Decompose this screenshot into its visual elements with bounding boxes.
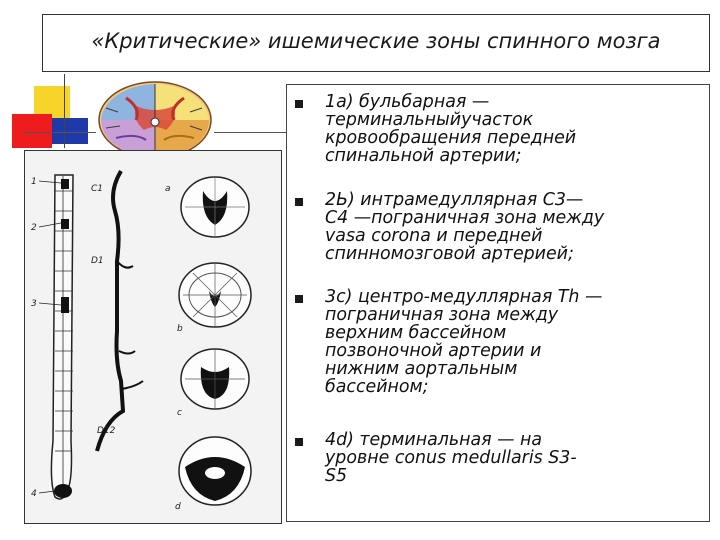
decor-vertical-line — [64, 74, 65, 148]
decor-red-square — [12, 114, 52, 148]
decor-blue-square — [52, 118, 88, 144]
title-box — [42, 14, 710, 72]
label-3: 3 — [31, 299, 37, 309]
bullet-marker — [295, 198, 303, 206]
bullet-marker — [295, 100, 303, 108]
cross-section-d — [179, 437, 251, 505]
label-4: 4 — [31, 489, 37, 499]
slide-title: «Критические» ишемические зоны спинного мозга — [91, 29, 661, 53]
spinal-cord-diagram — [25, 151, 281, 523]
zone-3-mark — [61, 297, 69, 313]
item-text: 4d) терминальная — на уровне conus medullaris S3- S5 — [325, 430, 577, 486]
bullet-marker — [295, 295, 303, 303]
cross-section-a — [181, 177, 249, 237]
bullet-list-box — [286, 84, 710, 522]
label-2: 2 — [31, 223, 37, 233]
item-text: 3с) центро-медуллярная Th — пограничная зона между верхним бассейном позвоночной артерии и нижним аортальным бассейном; — [325, 287, 603, 397]
spinal-cord-figure — [24, 150, 282, 524]
label-b: b — [177, 324, 183, 334]
label-c: c — [177, 408, 182, 418]
label-d1: D1 — [91, 256, 104, 266]
label-c1: C1 — [91, 184, 104, 194]
label-a: a — [165, 184, 171, 194]
item-text: 2Ь) интрамедуллярная С3— С4 —пограничная зона между vasa corona и передней спинномозговой артерией; — [325, 190, 605, 264]
label-d12: D12 — [97, 426, 116, 436]
zone-1-mark — [61, 179, 69, 189]
item-text: 1а) бульбарная — терминальныйучасток кровообращения передней спинальной артерии; — [325, 92, 577, 166]
artery-profile — [97, 171, 123, 451]
cross-section-b — [179, 263, 251, 327]
spinal-cord-colour-section-image — [96, 78, 214, 160]
cross-section-c — [181, 349, 249, 409]
label-d: d — [175, 502, 181, 512]
bullet-marker — [295, 438, 303, 446]
zone-4-mark — [54, 484, 72, 498]
zone-2-mark — [61, 219, 69, 229]
label-1: 1 — [31, 177, 37, 187]
